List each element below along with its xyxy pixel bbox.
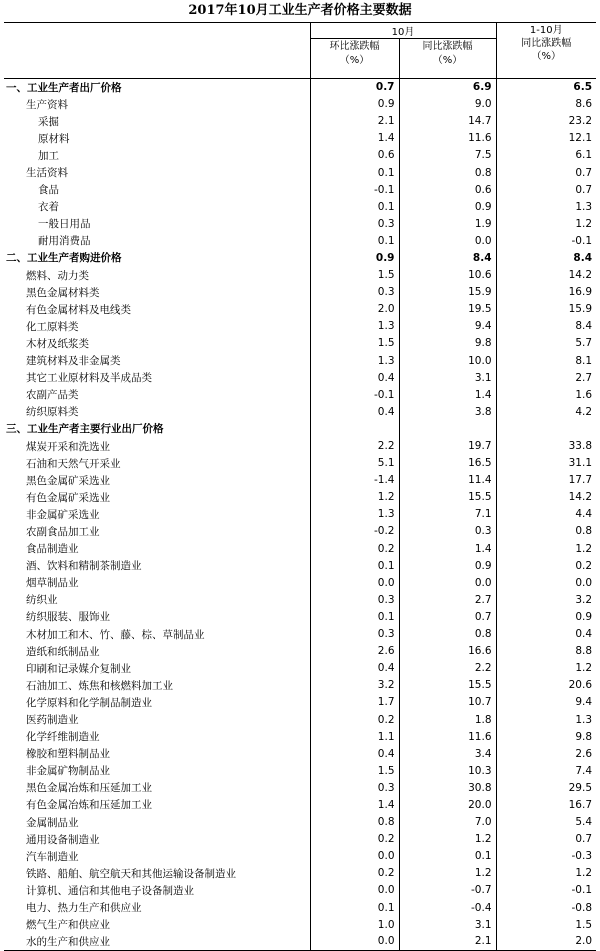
header-mom-label: 环比涨跌幅 <box>329 41 380 52</box>
row-label: 采掘 <box>38 115 59 128</box>
yoy-value: 0.6 <box>399 181 496 198</box>
ytd-value: 23.2 <box>496 113 596 130</box>
yoy-value: 9.0 <box>399 96 496 113</box>
row-label: 非金属矿采选业 <box>26 508 100 521</box>
ytd-value: 1.3 <box>496 711 596 728</box>
mom-value: 0.3 <box>310 284 399 301</box>
table-row <box>4 301 596 318</box>
yoy-value: 0.0 <box>399 232 496 249</box>
row-label: 一般日用品 <box>38 218 91 231</box>
row-label: 农副食品加工业 <box>26 525 100 538</box>
table-row <box>4 523 596 540</box>
yoy-value: 1.4 <box>399 386 496 403</box>
row-label: 医药制造业 <box>26 714 79 727</box>
mom-value: 0.2 <box>310 865 399 882</box>
table-row <box>4 113 596 130</box>
table-row <box>4 79 596 96</box>
row-label: 加工 <box>38 149 59 162</box>
table-row <box>4 198 596 215</box>
ytd-value: 0.2 <box>496 557 596 574</box>
yoy-value: 3.1 <box>399 916 496 933</box>
yoy-value: 1.2 <box>399 831 496 848</box>
row-label: 水的生产和供应业 <box>4 933 310 950</box>
yoy-value: 2.7 <box>399 591 496 608</box>
row-label: 一、工业生产者出厂价格 <box>6 81 122 94</box>
yoy-value: 15.5 <box>399 489 496 506</box>
mom-value: 1.2 <box>310 489 399 506</box>
ytd-value: 8.6 <box>496 96 596 113</box>
ytd-value: -0.1 <box>496 232 596 249</box>
ytd-value: 9.4 <box>496 694 596 711</box>
row-label: 纺织业 <box>26 594 58 607</box>
mom-value: 0.4 <box>310 403 399 420</box>
table-row <box>4 882 596 899</box>
table-row <box>4 284 596 301</box>
ytd-value: 12.1 <box>496 130 596 147</box>
row-label: 造纸和纸制品业 <box>26 645 100 658</box>
table-row <box>4 267 596 284</box>
ytd-value: 4.4 <box>496 506 596 523</box>
table-row <box>4 694 596 711</box>
header-ytd-unit: （%） <box>531 51 562 62</box>
table-row <box>4 232 596 249</box>
mom-value: 1.3 <box>310 352 399 369</box>
table-row <box>4 403 596 420</box>
ytd-value: 1.2 <box>496 540 596 557</box>
mom-value: 1.4 <box>310 130 399 147</box>
table-row <box>4 643 596 660</box>
table-row <box>4 865 596 882</box>
row-label: 铁路、船舶、航空航天和其他运输设备制造业 <box>26 867 236 880</box>
ytd-value: 33.8 <box>496 437 596 454</box>
header-blank <box>4 23 310 39</box>
ytd-value: 6.1 <box>496 147 596 164</box>
yoy-value: 3.4 <box>399 745 496 762</box>
ytd-value: 8.8 <box>496 643 596 660</box>
mom-value: 0.7 <box>310 79 399 96</box>
row-label: 化工原料类 <box>26 320 79 333</box>
mom-value: 0.8 <box>310 814 399 831</box>
mom-value: 0.3 <box>310 215 399 232</box>
ytd-value: 2.7 <box>496 369 596 386</box>
mom-value: 0.0 <box>310 574 399 591</box>
row-label: 黑色金属材料类 <box>26 286 100 299</box>
row-label: 食品制造业 <box>26 543 79 556</box>
row-label: 纺织服装、服饰业 <box>26 611 110 624</box>
ytd-value: 9.8 <box>496 728 596 745</box>
yoy-value: 2.2 <box>399 660 496 677</box>
yoy-value: 14.7 <box>399 113 496 130</box>
yoy-value: 11.6 <box>399 130 496 147</box>
mom-value: 0.3 <box>310 626 399 643</box>
ytd-value: 20.6 <box>496 677 596 694</box>
ytd-value: 1.5 <box>496 916 596 933</box>
table-row <box>4 557 596 574</box>
yoy-value: 16.5 <box>399 455 496 472</box>
row-label: 有色金属材料及电线类 <box>26 303 131 316</box>
row-label: 通用设备制造业 <box>26 833 100 846</box>
mom-value: 0.1 <box>310 164 399 181</box>
row-label: 原材料 <box>38 132 70 145</box>
mom-value: 2.1 <box>310 113 399 130</box>
row-label: 木材及纸浆类 <box>26 337 89 350</box>
mom-value: 0.6 <box>310 147 399 164</box>
yoy-value: 15.5 <box>399 677 496 694</box>
ytd-value: -0.1 <box>496 882 596 899</box>
mom-value: 1.3 <box>310 318 399 335</box>
yoy-value: 0.9 <box>399 557 496 574</box>
ytd-value: 0.8 <box>496 523 596 540</box>
row-label: 其它工业原材料及半成品类 <box>26 372 152 385</box>
table-row <box>4 181 596 198</box>
row-label: 生产资料 <box>26 98 68 111</box>
mom-value: 0.1 <box>310 198 399 215</box>
yoy-value: 7.0 <box>399 814 496 831</box>
table-row <box>4 848 596 865</box>
yoy-value: 10.7 <box>399 694 496 711</box>
row-label: 黑色金属冶炼和压延加工业 <box>26 782 152 795</box>
mom-value: 0.0 <box>310 848 399 865</box>
ytd-value: -0.8 <box>496 899 596 916</box>
table-row <box>4 352 596 369</box>
mom-value: 0.3 <box>310 591 399 608</box>
mom-value: 3.2 <box>310 677 399 694</box>
ytd-value: 14.2 <box>496 267 596 284</box>
table-row <box>4 130 596 147</box>
header-yoy-unit: （%） <box>432 55 463 66</box>
table-row <box>4 386 596 403</box>
row-label: 有色金属矿采选业 <box>26 491 110 504</box>
table-row <box>4 591 596 608</box>
page-title: 2017年10月工业生产者价格主要数据 <box>188 3 412 18</box>
table-row <box>4 437 596 454</box>
table-row <box>4 574 596 591</box>
table-row <box>4 899 596 916</box>
table-row <box>4 318 596 335</box>
mom-value: -0.1 <box>310 386 399 403</box>
header-ytd-period: 1-10月 <box>529 25 563 36</box>
table-row <box>4 506 596 523</box>
yoy-value: 10.6 <box>399 267 496 284</box>
row-label: 农副产品类 <box>26 389 79 402</box>
table-row <box>4 608 596 625</box>
mom-value: 0.3 <box>310 779 399 796</box>
table-row <box>4 215 596 232</box>
yoy-value: 11.4 <box>399 472 496 489</box>
row-label: 有色金属冶炼和压延加工业 <box>26 799 152 812</box>
header-group-october: 10月 <box>310 23 496 39</box>
table-row <box>4 779 596 796</box>
table-row <box>4 728 596 745</box>
ytd-value: 16.9 <box>496 284 596 301</box>
table-row <box>4 814 596 831</box>
mom-value: 1.4 <box>310 796 399 813</box>
table-row <box>4 762 596 779</box>
yoy-value <box>399 420 496 437</box>
yoy-value: 0.0 <box>399 574 496 591</box>
mom-value: 1.5 <box>310 267 399 284</box>
row-label: 橡胶和塑料制品业 <box>26 748 110 761</box>
mom-value: 0.2 <box>310 540 399 557</box>
ytd-value: 0.0 <box>496 574 596 591</box>
table-row <box>4 420 596 437</box>
mom-value: 0.0 <box>310 882 399 899</box>
ytd-value: 1.6 <box>496 386 596 403</box>
row-label: 燃气生产和供应业 <box>26 919 110 932</box>
mom-value: 2.2 <box>310 437 399 454</box>
table-row <box>4 660 596 677</box>
row-label: 二、工业生产者购进价格 <box>6 252 122 265</box>
table-row <box>4 745 596 762</box>
mom-value: -0.2 <box>310 523 399 540</box>
yoy-value: 9.8 <box>399 335 496 352</box>
mom-value: 0.2 <box>310 831 399 848</box>
table-row <box>4 335 596 352</box>
ytd-value: 17.7 <box>496 472 596 489</box>
row-label: 生活资料 <box>26 167 68 180</box>
yoy-value: 6.9 <box>399 79 496 96</box>
row-label: 煤炭开采和洗选业 <box>26 440 110 453</box>
mom-value: 0.1 <box>310 608 399 625</box>
mom-value: 1.0 <box>310 916 399 933</box>
row-label: 烟草制品业 <box>26 577 79 590</box>
table-row <box>4 626 596 643</box>
ytd-value: 31.1 <box>496 455 596 472</box>
mom-value: 1.7 <box>310 694 399 711</box>
yoy-value: 7.1 <box>399 506 496 523</box>
mom-value: 0.1 <box>310 232 399 249</box>
mom-value: 2.6 <box>310 643 399 660</box>
table-row <box>4 96 596 113</box>
mom-value: -0.1 <box>310 181 399 198</box>
yoy-value: 3.8 <box>399 403 496 420</box>
yoy-value: 19.7 <box>399 437 496 454</box>
ytd-value: -0.3 <box>496 848 596 865</box>
table-body <box>4 79 596 951</box>
table-header <box>4 23 596 79</box>
mom-value: 0.1 <box>310 899 399 916</box>
ytd-value: 0.7 <box>496 164 596 181</box>
ytd-value: 16.7 <box>496 796 596 813</box>
yoy-value: 8.4 <box>399 249 496 266</box>
mom-value: 1.5 <box>310 335 399 352</box>
row-label: 石油加工、炼焦和核燃料加工业 <box>26 679 173 692</box>
ytd-value: 7.4 <box>496 762 596 779</box>
yoy-value: 0.7 <box>399 608 496 625</box>
yoy-value: 0.8 <box>399 164 496 181</box>
ytd-value: 4.2 <box>496 403 596 420</box>
ytd-value: 5.7 <box>496 335 596 352</box>
row-label: 耐用消费品 <box>38 235 91 248</box>
row-label: 黑色金属矿采选业 <box>26 474 110 487</box>
mom-value: -1.4 <box>310 472 399 489</box>
row-label: 衣着 <box>38 201 59 214</box>
ytd-value <box>496 420 596 437</box>
ytd-value: 2.6 <box>496 745 596 762</box>
ytd-value: 8.4 <box>496 318 596 335</box>
row-label: 印刷和记录媒介复制业 <box>26 662 131 675</box>
row-label: 石油和天然气开采业 <box>26 457 121 470</box>
row-label: 计算机、通信和其他电子设备制造业 <box>26 884 194 897</box>
table-row <box>4 677 596 694</box>
row-label: 金属制品业 <box>26 816 79 829</box>
row-label: 化学纤维制造业 <box>26 731 100 744</box>
yoy-value: 10.3 <box>399 762 496 779</box>
header-ytd <box>496 23 596 79</box>
ytd-value: 8.1 <box>496 352 596 369</box>
mom-value <box>310 420 399 437</box>
row-label: 非金属矿物制品业 <box>26 765 110 778</box>
row-label: 食品 <box>38 184 59 197</box>
table-row <box>4 916 596 933</box>
mom-value: 0.1 <box>310 557 399 574</box>
table-row <box>4 472 596 489</box>
table-row <box>4 489 596 506</box>
header-ytd-label: 同比涨跌幅 <box>521 38 572 49</box>
row-label: 汽车制造业 <box>26 850 79 863</box>
ytd-value: 3.2 <box>496 591 596 608</box>
price-data-table <box>4 22 596 951</box>
yoy-value: 19.5 <box>399 301 496 318</box>
yoy-value: 9.4 <box>399 318 496 335</box>
ytd-value: 1.2 <box>496 660 596 677</box>
yoy-value: 20.0 <box>399 796 496 813</box>
row-label: 燃料、动力类 <box>26 269 89 282</box>
ytd-value: 5.4 <box>496 814 596 831</box>
yoy-value: 1.9 <box>399 215 496 232</box>
yoy-value: 3.1 <box>399 369 496 386</box>
table-row <box>4 540 596 557</box>
table-row <box>4 796 596 813</box>
yoy-value: 15.9 <box>399 284 496 301</box>
ytd-value: 8.4 <box>496 249 596 266</box>
table-row <box>4 455 596 472</box>
mom-value: 0.2 <box>310 711 399 728</box>
row-label: 电力、热力生产和供应业 <box>26 902 142 915</box>
header-yoy <box>399 39 496 79</box>
mom-value: 0.4 <box>310 369 399 386</box>
ytd-value: 2.0 <box>496 933 596 950</box>
header-yoy-label: 同比涨跌幅 <box>422 41 473 52</box>
yoy-value: 0.1 <box>399 848 496 865</box>
yoy-value: 0.8 <box>399 626 496 643</box>
mom-value: 5.1 <box>310 455 399 472</box>
ytd-value: 0.7 <box>496 831 596 848</box>
ytd-value: 14.2 <box>496 489 596 506</box>
ytd-value: 6.5 <box>496 79 596 96</box>
table-row <box>4 249 596 266</box>
row-label: 纺织原料类 <box>26 406 79 419</box>
table-row <box>4 831 596 848</box>
yoy-value: 10.0 <box>399 352 496 369</box>
mom-value: 0.9 <box>310 96 399 113</box>
yoy-value: 0.3 <box>399 523 496 540</box>
row-label: 三、工业生产者主要行业出厂价格 <box>6 423 164 436</box>
mom-value: 0.4 <box>310 660 399 677</box>
mom-value: 1.1 <box>310 728 399 745</box>
mom-value: 1.5 <box>310 762 399 779</box>
header-mom-unit: （%） <box>339 55 370 66</box>
yoy-value: 1.2 <box>399 865 496 882</box>
ytd-value: 0.9 <box>496 608 596 625</box>
yoy-value: 1.8 <box>399 711 496 728</box>
ytd-value: 1.2 <box>496 215 596 232</box>
row-label: 酒、饮料和精制茶制造业 <box>26 560 142 573</box>
table-row <box>4 164 596 181</box>
yoy-value: 16.6 <box>399 643 496 660</box>
yoy-value: -0.4 <box>399 899 496 916</box>
table-row <box>4 147 596 164</box>
mom-value: 0.0 <box>310 933 399 950</box>
mom-value: 2.0 <box>310 301 399 318</box>
yoy-value: 0.9 <box>399 198 496 215</box>
header-mom <box>310 39 399 79</box>
mom-value: 0.9 <box>310 249 399 266</box>
yoy-value: 2.1 <box>399 933 496 950</box>
yoy-value: -0.7 <box>399 882 496 899</box>
mom-value: 1.3 <box>310 506 399 523</box>
yoy-value: 30.8 <box>399 779 496 796</box>
table-row <box>4 711 596 728</box>
ytd-value: 1.2 <box>496 865 596 882</box>
header-blank-2 <box>4 39 310 79</box>
mom-value: 0.4 <box>310 745 399 762</box>
table-row <box>4 933 596 950</box>
ytd-value: 29.5 <box>496 779 596 796</box>
ytd-value: 0.7 <box>496 181 596 198</box>
row-label: 化学原料和化学制品制造业 <box>26 696 152 709</box>
yoy-value: 1.4 <box>399 540 496 557</box>
ytd-value: 1.3 <box>496 198 596 215</box>
row-label: 建筑材料及非金属类 <box>26 355 121 368</box>
table-row <box>4 369 596 386</box>
yoy-value: 11.6 <box>399 728 496 745</box>
row-label: 木材加工和木、竹、藤、棕、草制品业 <box>26 628 205 641</box>
ytd-value: 15.9 <box>496 301 596 318</box>
yoy-value: 7.5 <box>399 147 496 164</box>
ytd-value: 0.4 <box>496 626 596 643</box>
